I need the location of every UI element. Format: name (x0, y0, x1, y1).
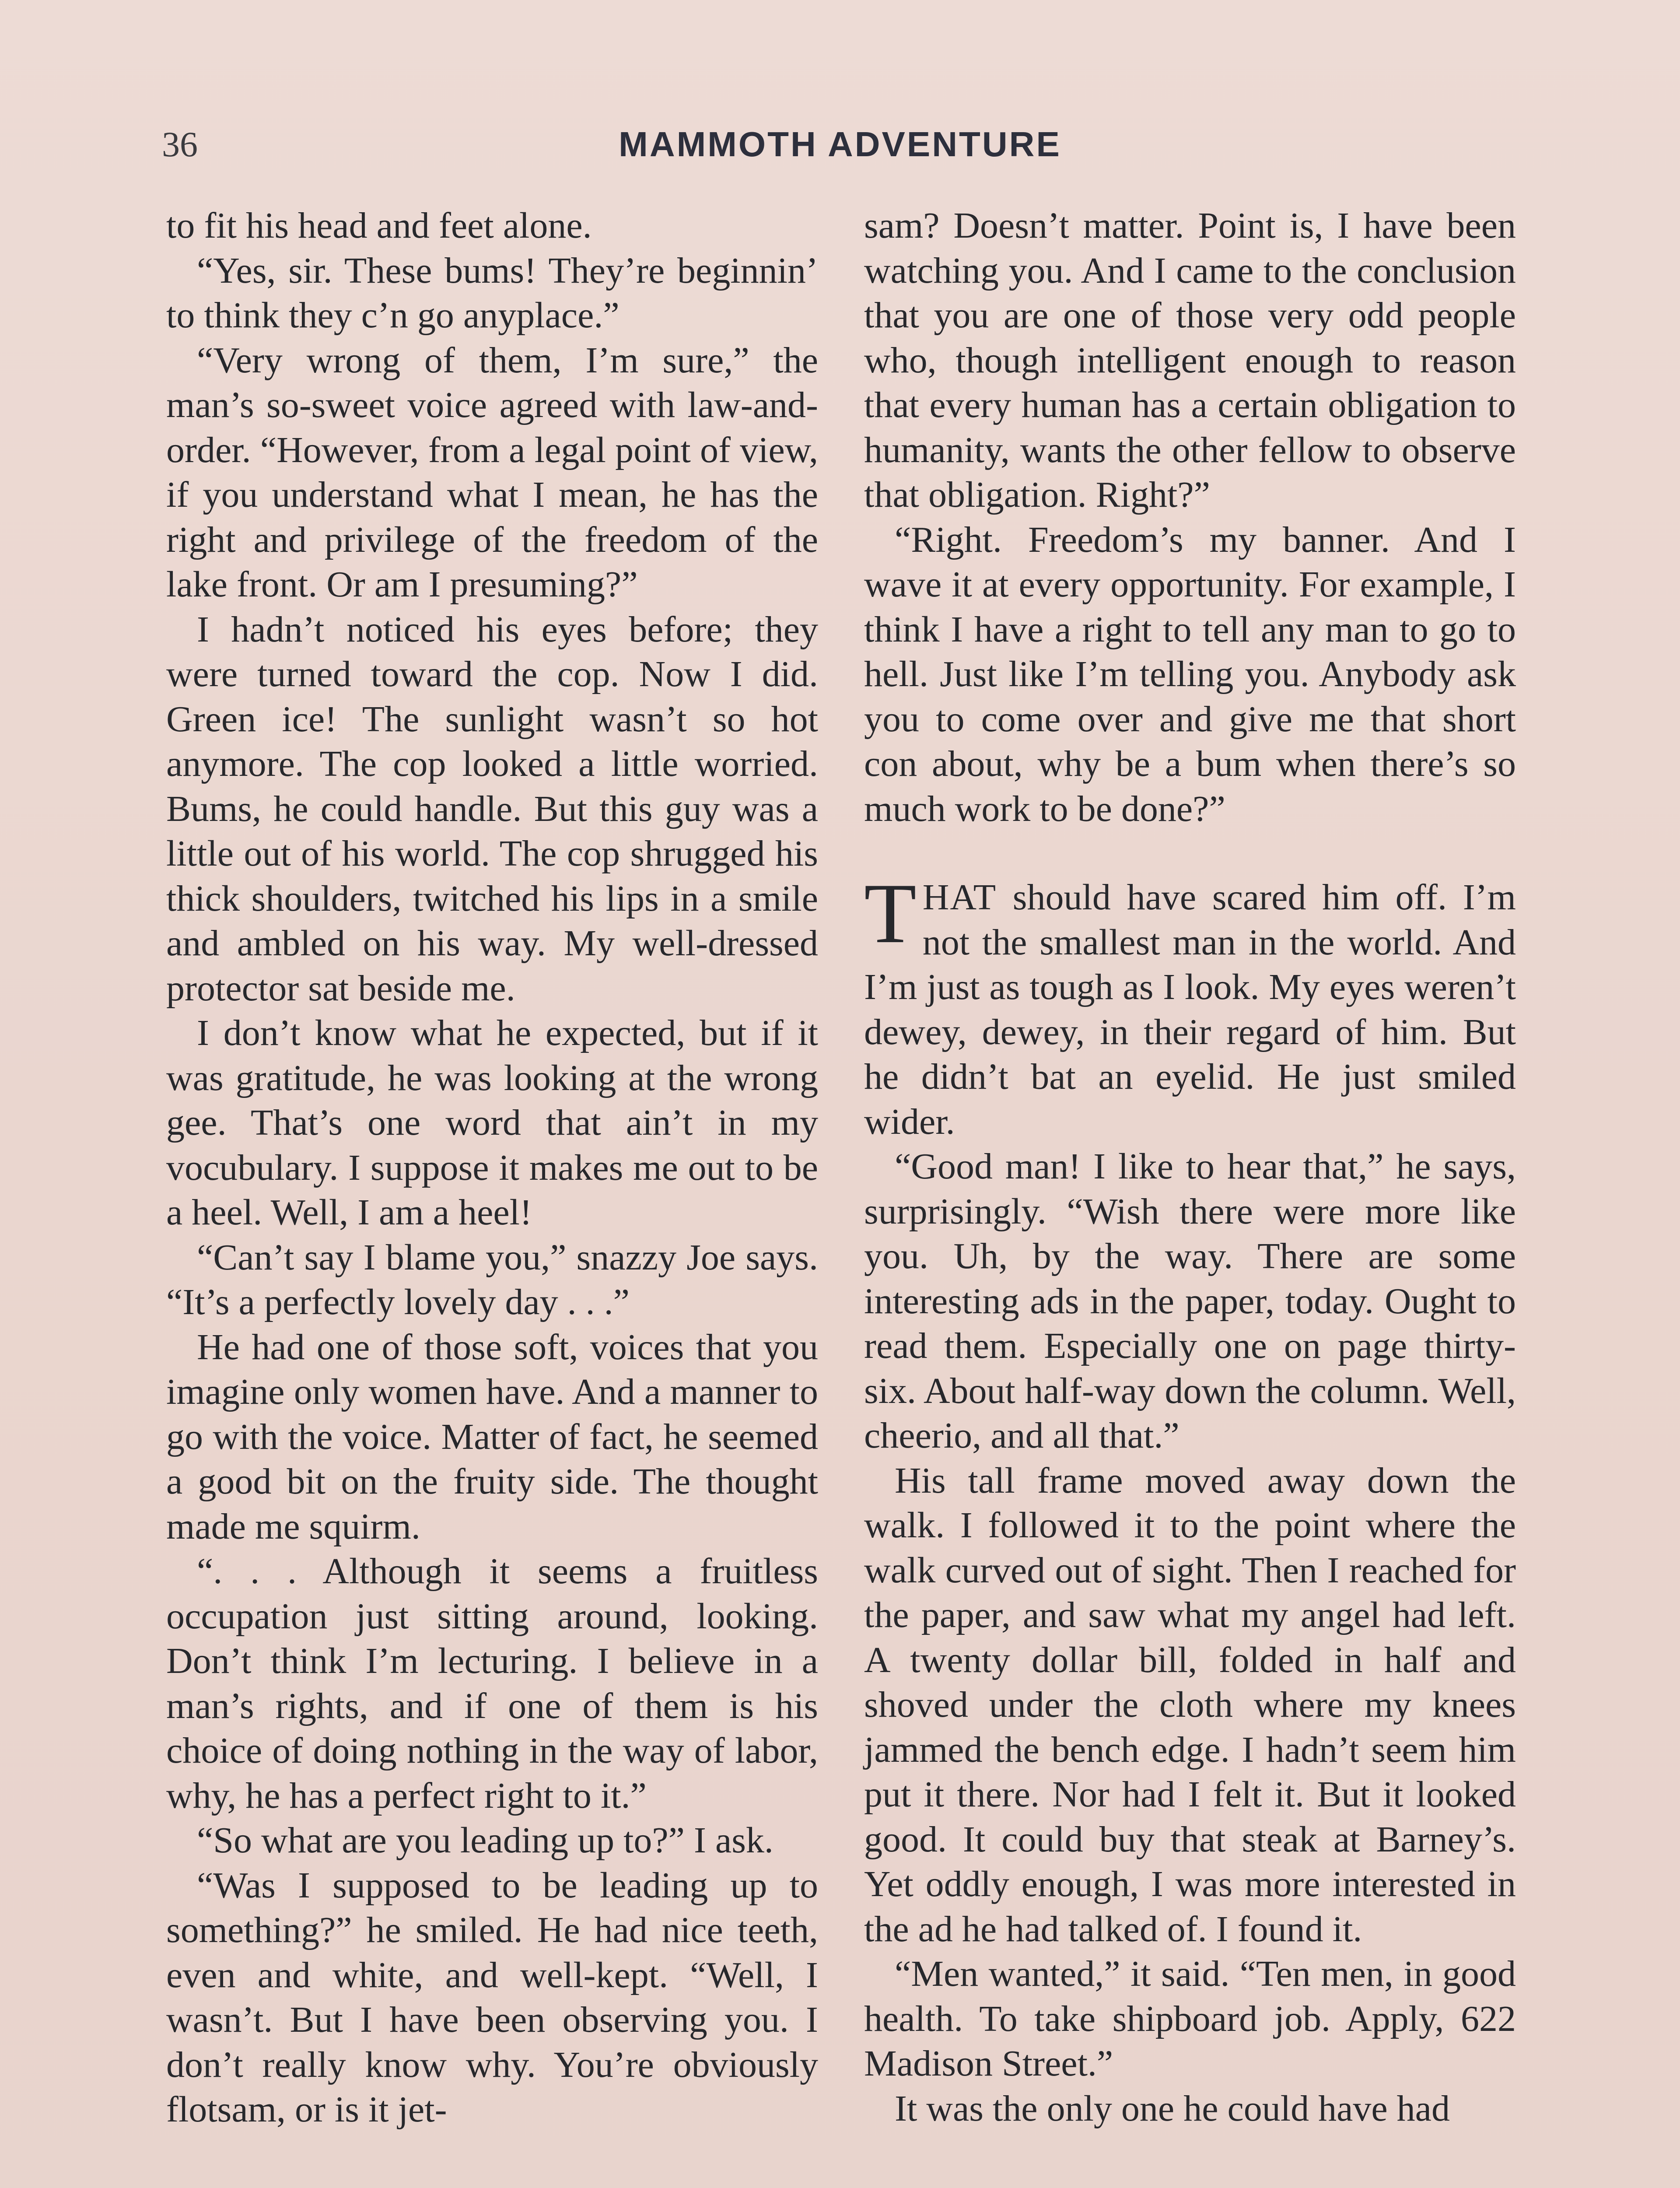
paragraph: It was the only one he could have had (895, 2088, 1450, 2129)
section-first-text: should have scared him off. I’m not the smallest man in the world. And I’m just as tough as I look. My eyes weren’t dewey, dewey, in their regard of him. But he didn’t bat an eyelid. He just smiled wider. (864, 877, 1516, 1142)
paragraph: His tall frame moved away down the walk. I followed it to the point where the walk curved out of sight. Then I reached for the paper, and saw what my angel had left. A twenty dollar bill, folded in half and shoved under the cloth where my knees jammed the bench edge. I hadn’t seem him put it there. Nor had I felt it. But it looked good. It could buy that steak at Barney’s. Yet oddly enough, I was more interested in the ad he had talked of. I found it. (864, 1460, 1516, 1950)
paragraph: “. . . Although it seems a fruitless occupation just sitting around, looking. Don’t think I’m lecturing. I believe in a man’s rights, and if one of them is his choice of doing nothing in the way of labor, why, he has a perfect right to it.” (166, 1551, 818, 1816)
section-first-word: HAT (922, 877, 997, 918)
paragraph: “Very wrong of them, I’m sure,” the man’s so-sweet voice agreed with law-and-order. “However, from a legal point of view, if you understand what I mean, he has the right and privilege of the freedom of the lake front. Or am I presuming?” (166, 340, 818, 605)
paragraph: I don’t know what he expected, but if it was gratitude, he was looking at the wrong gee. That’s one word that ain’t in my vocubulary. I suppose it makes me out to be a heel. Well, I am a heel! (166, 1013, 818, 1233)
paragraph: I hadn’t noticed his eyes before; they were turned toward the cop. Now I did. Green ice! The sunlight wasn’t so hot anymore. The cop looked a little worried. Bums, he could handle. But this guy was a little out of his world. The cop shrugged his thick shoulders, twitched his lips in a smile and ambled on his way. My well-dressed protector sat beside me. (166, 609, 818, 1009)
paragraph: “Good man! I like to hear that,” he says, surprisingly. “Wish there were more like you. Uh, by the way. There are some interesting ads in the paper, today. Ought to read them. Especially one on page thirty-six. About half-way down the column. Well, cheerio, and all that.” (864, 1146, 1516, 1456)
paragraph: “So what are you leading up to?” I ask. (197, 1820, 774, 1861)
paragraph: to fit his head and feet alone. (166, 205, 592, 246)
magazine-title: MAMMOTH ADVENTURE (619, 125, 1061, 164)
page-header (162, 118, 1518, 171)
paragraph: “Can’t say I blame you,” snazzy Joe says. “It’s a perfectly lovely day . . .” (166, 1237, 818, 1322)
paragraph: He had one of those soft, voices that you imagine only women have. And a manner to go with the voice. Matter of fact, he seemed a good bit on the fruity side. The thought made me squirm. (166, 1326, 818, 1547)
left-text-column (166, 203, 818, 2132)
paragraph: “Was I supposed to be leading up to something?” he smiled. He had nice teeth, even and white, and well-kept. “Well, I wasn’t. But I have been observing you. I don’t really know why. You’re obviously flotsam, or is it jet- (166, 1865, 818, 2130)
right-text-column (864, 203, 1516, 2131)
paragraph: “Yes, sir. These bums! They’re beginnin’ to think they c’n go anyplace.” (166, 250, 818, 336)
paragraph: “Right. Freedom’s my banner. And I wave it at every opportunity. For example, I think I have a right to tell any man to go to hell. Just like I’m telling you. Anybody ask you to come over and give me that short con about, why be a bum when there’s so much work to be done?” (864, 519, 1516, 829)
drop-cap: T (864, 866, 917, 961)
section-start-paragraph (864, 866, 1516, 1144)
page-number: 36 (162, 124, 198, 164)
paragraph: “Men wanted,” it said. “Ten men, in good health. To take shipboard job. Apply, 622 Madison Street.” (864, 1953, 1516, 2084)
paragraph: sam? Doesn’t matter. Point is, I have been watching you. And I came to the conclusion that you are one of those very odd people who, though intelligent enough to reason that every human has a certain obligation to humanity, wants the other fellow to observe that obligation. Right?” (864, 205, 1516, 515)
